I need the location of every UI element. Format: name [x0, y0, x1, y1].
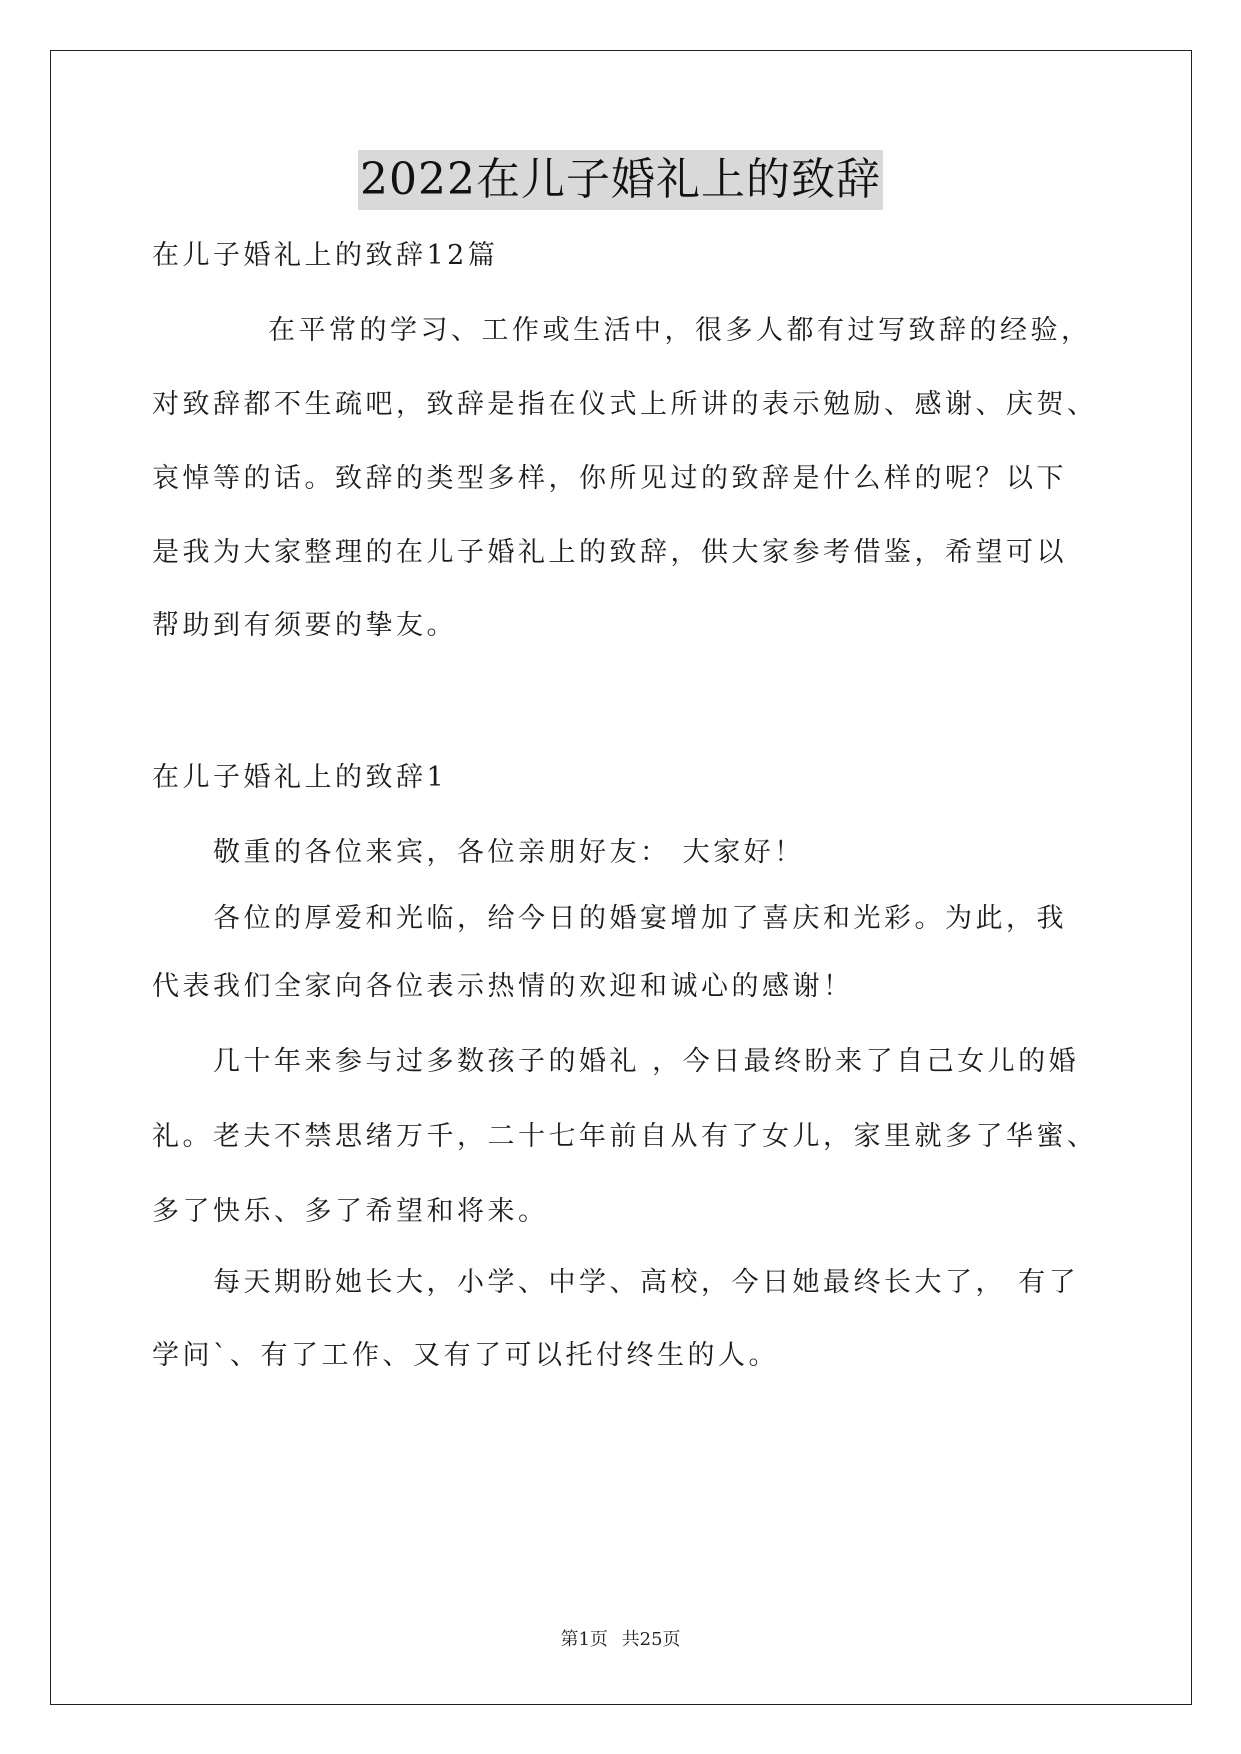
page-number: 第1页 [560, 1629, 608, 1650]
page-footer [0, 1628, 1241, 1652]
intro-line: 在平常的学习、工作或生活中，很多人都有过写致辞的经验， [268, 315, 1092, 346]
paragraph-line: 各位的厚爱和光临，给今日的婚宴增加了喜庆和光彩。为此，我 [213, 903, 1067, 934]
page-total: 共25页 [621, 1629, 681, 1650]
page-border [50, 50, 1192, 1705]
intro-line: 对致辞都不生疏吧，致辞是指在仪式上所讲的表示勉励、感谢、庆贺、 [152, 389, 1098, 420]
paragraph-line: 几十年来参与过多数孩子的婚礼 ，今日最终盼来了自己女儿的婚 [213, 1046, 1080, 1077]
title-wrapper [0, 150, 1241, 210]
document-title: 2022在儿子婚礼上的致辞 [358, 150, 883, 210]
section-heading: 在儿子婚礼上的致辞1 [152, 762, 448, 793]
paragraph-line: 每天期盼她长大，小学、中学、高校，今日她最终长大了， 有了 [213, 1267, 1080, 1298]
intro-line: 帮助到有须要的挚友。 [152, 610, 457, 641]
document-subtitle: 在儿子婚礼上的致辞12篇 [152, 240, 499, 271]
paragraph-line: 敬重的各位来宾，各位亲朋好友： 大家好！ [213, 837, 805, 868]
paragraph-line: 学问`、有了工作、又有了可以托付终生的人。 [152, 1340, 779, 1371]
intro-line: 哀悼等的话。致辞的类型多样，你所见过的致辞是什么样的呢？以下 [152, 463, 1067, 494]
paragraph-line: 多了快乐、多了希望和将来。 [152, 1196, 549, 1227]
paragraph-line: 礼。老夫不禁思绪万千，二十七年前自从有了女儿，家里就多了华蜜、 [152, 1121, 1098, 1152]
paragraph-line: 代表我们全家向各位表示热情的欢迎和诚心的感谢！ [152, 971, 854, 1002]
intro-line: 是我为大家整理的在儿子婚礼上的致辞，供大家参考借鉴，希望可以 [152, 537, 1067, 568]
